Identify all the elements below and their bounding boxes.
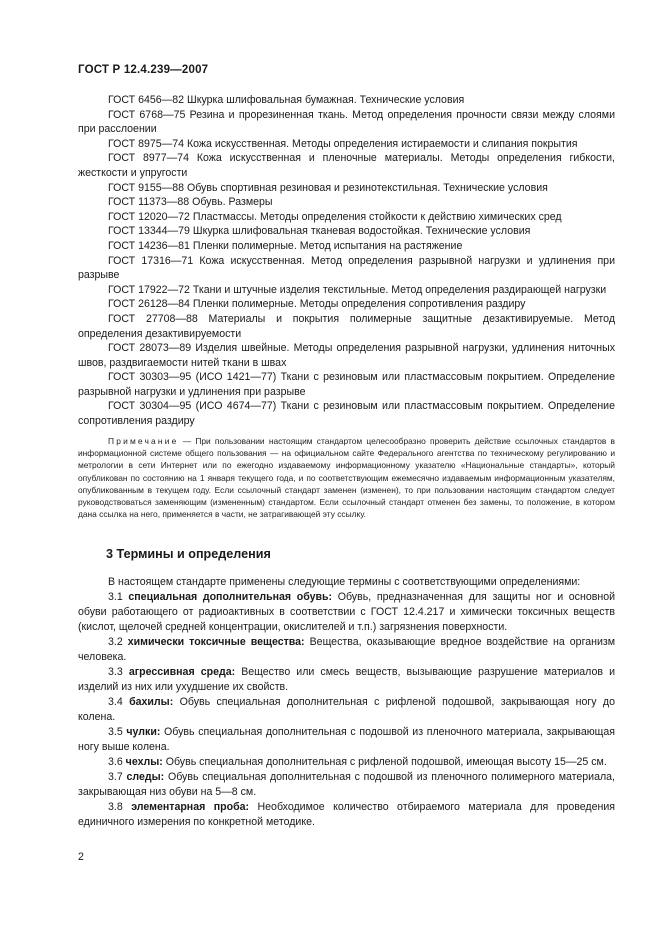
term-name: бахилы: (129, 696, 174, 708)
term-number: 3.4 (108, 696, 130, 708)
reference-item: ГОСТ 14236—81 Пленки полимерные. Метод испытания на растяжение (108, 239, 463, 252)
term-name: следы: (126, 771, 165, 783)
term-definition: Обувь специальная дополнительная с подошвой из пленочного полимерного материала, закрывающая низ обуви на 5—8 см. (78, 771, 616, 798)
document-header: ГОСТ Р 12.4.239—2007 (78, 64, 209, 76)
reference-item: ГОСТ 17922—72 Ткани и штучные изделия текстильные. Метод определения раздирающей нагрузки (108, 283, 607, 296)
reference-item: ГОСТ 17316—71 Кожа искусственная. Метод определения разрывной нагрузки и удлинения при разрыве (78, 254, 615, 282)
term-definition: Вещества, оказывающие вредное воздействие на организм человека. (78, 636, 616, 663)
term-name: специальная дополнительная обувь: (128, 591, 333, 603)
normative-references-list (78, 93, 615, 429)
reference-item: ГОСТ 6456—82 Шкурка шлифовальная бумажная. Технические условия (108, 94, 465, 106)
note-text: — При пользовании настоящим стандартом целесообразно проверить действие ссылочных стандартов в информационной системе общего пользования — на официальном сайте Федерального агентства по техническому регулированию и метрологии в сети Интернет или по ежегодно издаваемому информационному указателю «Национальные стандарты», который опубликован по состоянию на 1 января текущего года, и по соответствующим ежемесячно издаваемым информационным указателям, опубликованным в текущем году. Если ссылочный стандарт заменен (изменен), то при пользовании настоящим стандартом следует руководствоваться заменяющим (измененным) стандартом. Если ссылочный стандарт отменен без замены, то положение, в котором дана ссылка на него, применяется в части, не затрагивающей эту ссылку. (78, 436, 615, 520)
terms-intro: В настоящем стандарте применены следующие термины с соответствующими определениями: (108, 576, 581, 588)
term-item (78, 770, 615, 800)
term-number: 3.5 (108, 726, 127, 738)
reference-item: ГОСТ 8977—74 Кожа искусственная и пленочные материалы. Методы определения гибкости, жесткости и упругости (78, 152, 615, 179)
term-definition: Вещество или смесь веществ, вызывающие разрушение материалов и изделий из них или ухудшение их свойств. (78, 666, 615, 693)
reference-item: ГОСТ 8975—74 Кожа искусственная. Методы определения истираемости и слипания покрытия (108, 137, 578, 150)
reference-item: ГОСТ 9155—88 Обувь спортивная резиновая и резинотекстильная. Технические условия (108, 181, 548, 194)
term-number: 3.8 (108, 801, 132, 813)
term-item (78, 695, 615, 725)
reference-item: ГОСТ 28073—89 Изделия швейные. Методы определения разрывной нагрузки, удлинения ниточных швов, раздвигаемости нитей ткани в швах (78, 342, 615, 369)
note-paragraph (78, 435, 615, 520)
reference-item: ГОСТ 6768—75 Резина и прорезиненная ткань. Метод определения прочности связи между слоями при расслоении (78, 108, 615, 136)
term-number: 3.3 (108, 666, 129, 678)
reference-item: ГОСТ 11373—88 Обувь. Размеры (108, 196, 273, 209)
terms-list (78, 575, 615, 830)
term-name: химически токсичные вещества: (127, 636, 305, 648)
term-item (78, 665, 615, 695)
section-heading: 3 Термины и определения (106, 547, 271, 561)
page-number: 2 (78, 851, 84, 863)
reference-item: ГОСТ 26128—84 Пленки полимерные. Методы определения сопротивления раздиру (108, 298, 526, 311)
reference-item: ГОСТ 13344—79 Шкурка шлифовальная тканевая водостойкая. Технические условия (108, 225, 531, 238)
term-item (78, 590, 615, 635)
term-name: чулки: (126, 726, 161, 738)
term-item (78, 725, 615, 755)
reference-item: ГОСТ 27708—88 Материалы и покрытия полимерные защитные дезактивируемые. Метод определения дезактивируемости (78, 312, 615, 340)
term-item (78, 635, 615, 665)
reference-item: ГОСТ 30303—95 (ИСО 1421—77) Ткани с резиновым или пластмассовым покрытием. Определение разрывной нагрузки и удлинения при разрыве (78, 371, 615, 398)
term-definition: Обувь специальная дополнительная с рифленой подошвой, закрывающая ногу до колена. (78, 696, 615, 723)
term-name: агрессивная среда: (128, 666, 236, 678)
term-definition: Обувь, предназначенная для защиты ног и основной обуви работающего от радиоактивных в соответствии с ГОСТ 12.4.217 и химически токсичных веществ (кислот, щелочей средней концентрации, окислителей и т.п.) загрязнения поверхности. (78, 591, 615, 633)
term-name: чехлы: (125, 756, 163, 768)
reference-item: ГОСТ 30304—95 (ИСО 4674—77) Ткани с резиновым или пластмассовым покрытием. Определение сопротивления раздиру (78, 400, 615, 428)
term-number: 3.1 (108, 591, 129, 603)
term-definition: Необходимое количество отбираемого материала для проведения единичного измерения по конкретной методике. (78, 801, 616, 828)
reference-item: ГОСТ 12020—72 Пластмассы. Методы определения стойкости к действию химических сред (108, 210, 562, 223)
term-number: 3.7 (108, 771, 127, 783)
term-item (78, 800, 615, 830)
term-item (78, 755, 615, 770)
term-definition: Обувь специальная дополнительная с подошвой из пленочного материала, закрывающая ногу выше колена. (78, 726, 616, 753)
term-number: 3.6 (108, 756, 126, 768)
term-number: 3.2 (108, 636, 128, 648)
term-name: элементарная проба: (131, 801, 250, 813)
note-label: Примечание (108, 436, 179, 446)
term-definition: Обувь специальная дополнительная с рифленой подошвой, имеющая высоту 15—25 см. (162, 756, 607, 768)
